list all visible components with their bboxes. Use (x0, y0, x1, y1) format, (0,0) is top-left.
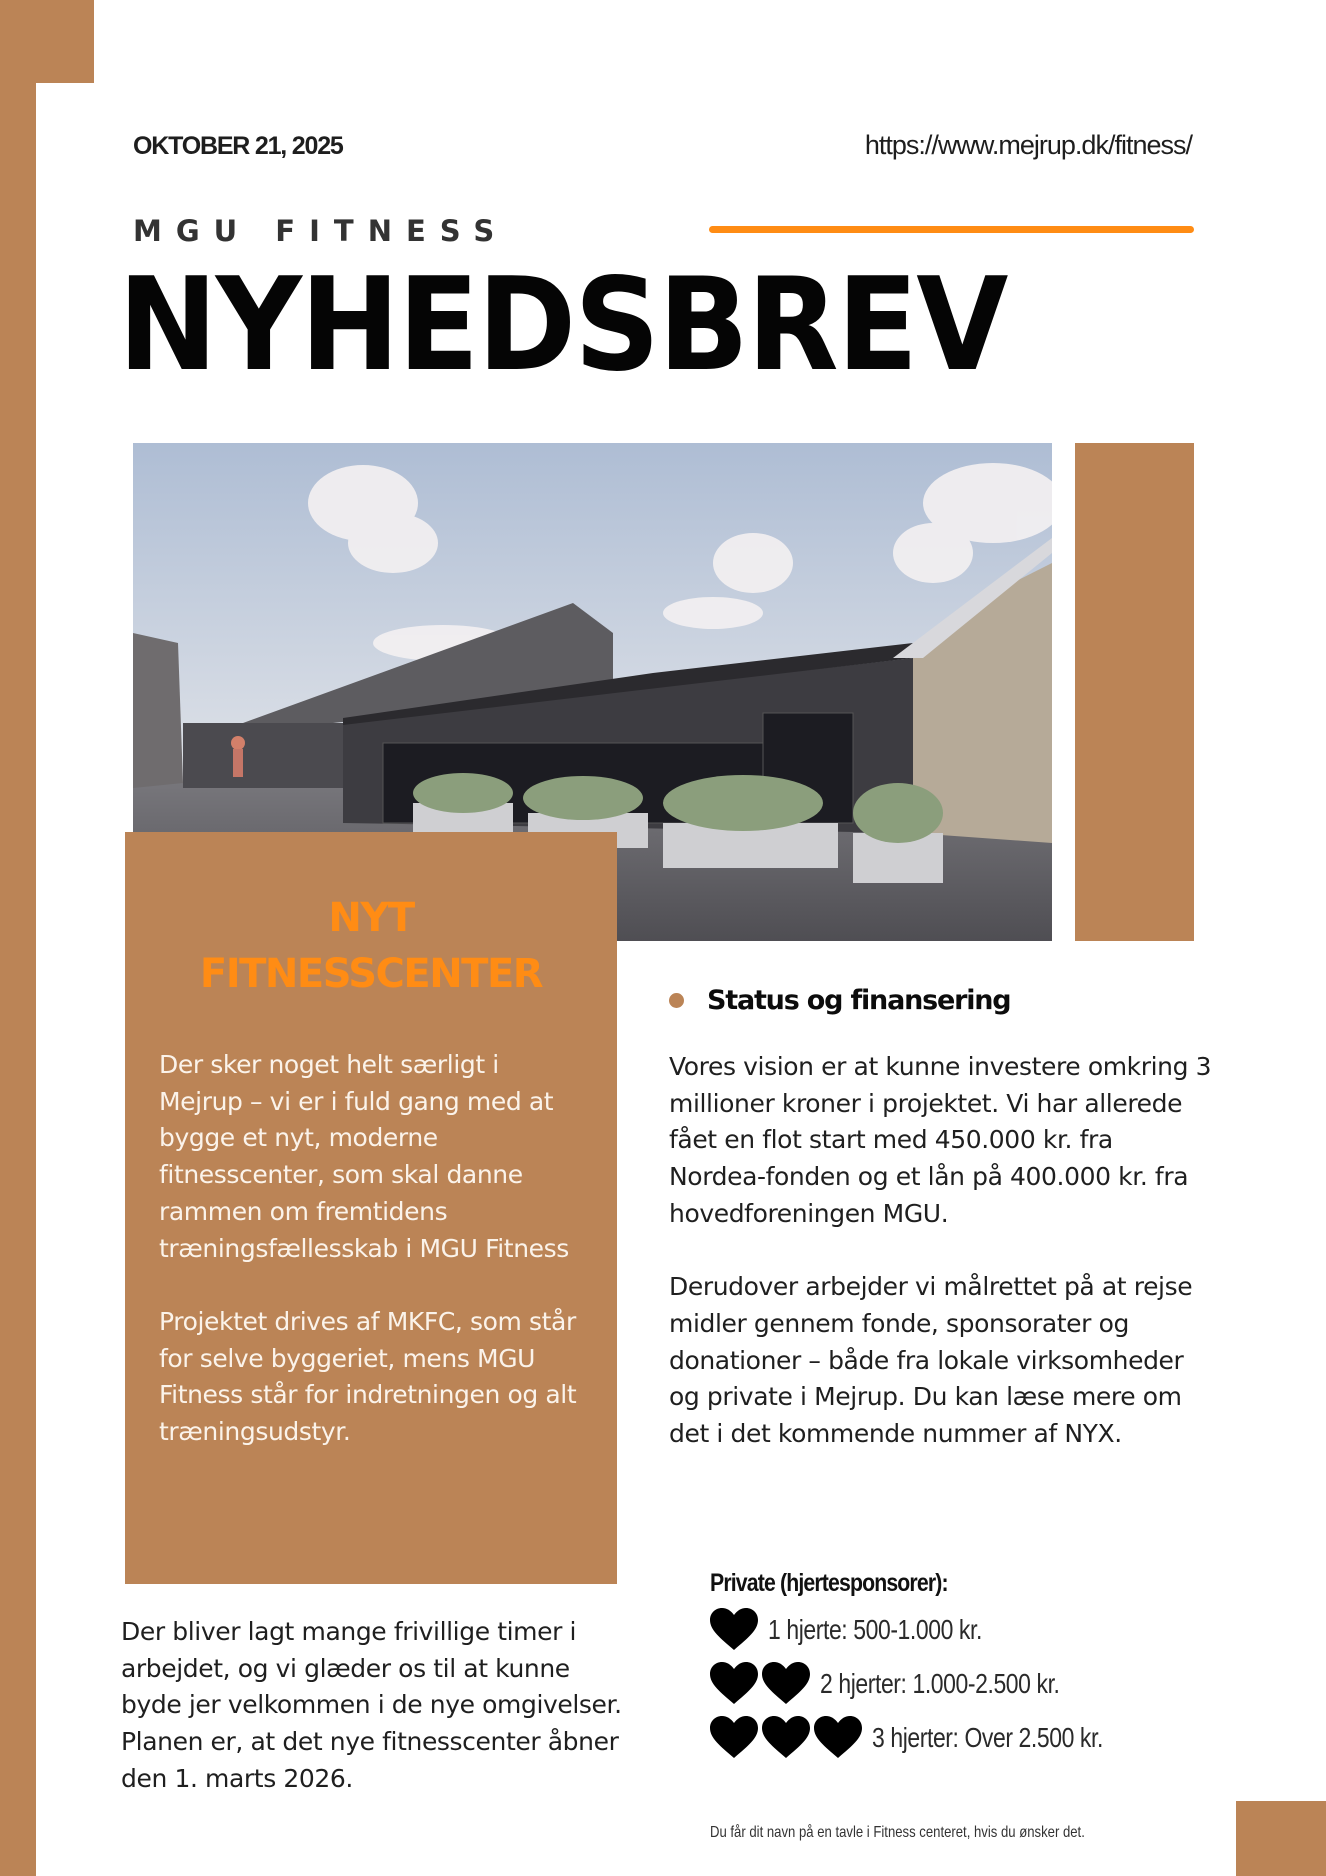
sponsor-footnote: Du får dit navn på en tavle i Fitness centeret, hvis du ønsker det. (710, 1824, 1085, 1841)
bullet-icon (669, 993, 684, 1008)
heart-icon (710, 1662, 758, 1706)
heart-icon (710, 1608, 758, 1652)
tier-label: 3 hjerter: Over 2.500 kr. (872, 1722, 1103, 1753)
brand-name: MGU FITNESS (133, 214, 509, 248)
masthead-title (118, 251, 1007, 400)
sponsor-tier (710, 1608, 1154, 1652)
left-building (133, 633, 183, 788)
feature-paragraph: Der sker noget helt særligt i Mejrup – vi er i fuld gang med at bygge et nyt, moderne fitnesscenter, som skal danne rammen om fremtidens træningsfællesskab i MGU Fitness (159, 1050, 569, 1263)
feature-body (159, 1047, 583, 1451)
back-wing (183, 723, 363, 788)
tier-label: 1 hjerte: 500-1.000 kr. (768, 1614, 982, 1645)
status-section-heading (669, 985, 1010, 1016)
issue-date: OKTOBER 21, 2025 (133, 132, 343, 160)
sponsors-title: Private (hjertesponsorer): (710, 1569, 948, 1597)
person-body (233, 749, 243, 777)
status-paragraph: Vores vision er at kunne investere omkring 3 millioner kroner i projektet. Vi har allerede fået en flot start med 450.000 kr. fra Nordea-fonden og et lån på 400.000 kr. fra hovedforeningen MGU. (669, 1052, 1212, 1228)
heart-sponsors (710, 1569, 1154, 1760)
feature-paragraph: Projektet drives af MKFC, som står for selve byggeriet, mens MGU Fitness står for indretningen og alt træningsudstyr. (159, 1306, 577, 1447)
feature-box (125, 832, 617, 1584)
heart-icon (762, 1662, 810, 1706)
decorative-top-left-block (0, 0, 94, 83)
status-paragraph: Derudover arbejder vi målrettet på at rejse midler gennem fonde, sponsorater og donationer – både fra lokale virksomheder og private i Mejrup. Du kan læse mere om det i det kommende nummer af NYX. (669, 1272, 1193, 1449)
feature-title-line1: NYT (328, 895, 414, 941)
masthead-text: NYHEDSBREV (118, 251, 1007, 400)
status-section-title: Status og finansering (707, 985, 1011, 1016)
heart-icon (762, 1716, 810, 1760)
decorative-left-strip (0, 0, 36, 1876)
sponsor-tier (710, 1716, 1154, 1760)
heart-icon (710, 1716, 758, 1760)
status-body (669, 1049, 1214, 1453)
website-link[interactable]: https://www.mejrup.dk/fitness/ (864, 130, 1192, 160)
accent-divider (709, 226, 1194, 233)
decorative-bottom-right-block (1236, 1801, 1326, 1876)
decorative-right-bar (1075, 443, 1194, 941)
hearts-group (710, 1716, 866, 1760)
hearts-group (710, 1662, 814, 1706)
opening-info-paragraph: Der bliver lagt mange frivillige timer i arbejdet, og vi glæder os til at kunne byde jer velkommen i de nye omgivelser. Planen er, at det nye fitnesscenter åbner den 1. marts 2026. (121, 1617, 622, 1793)
tier-label: 2 hjerter: 1.000-2.500 kr. (820, 1668, 1060, 1699)
person (231, 736, 245, 750)
sponsor-tier (710, 1662, 1154, 1706)
feature-title (125, 890, 617, 1002)
feature-title-line2: FITNESSCENTER (199, 951, 543, 997)
heart-icon (814, 1716, 862, 1760)
hearts-group (710, 1608, 762, 1652)
